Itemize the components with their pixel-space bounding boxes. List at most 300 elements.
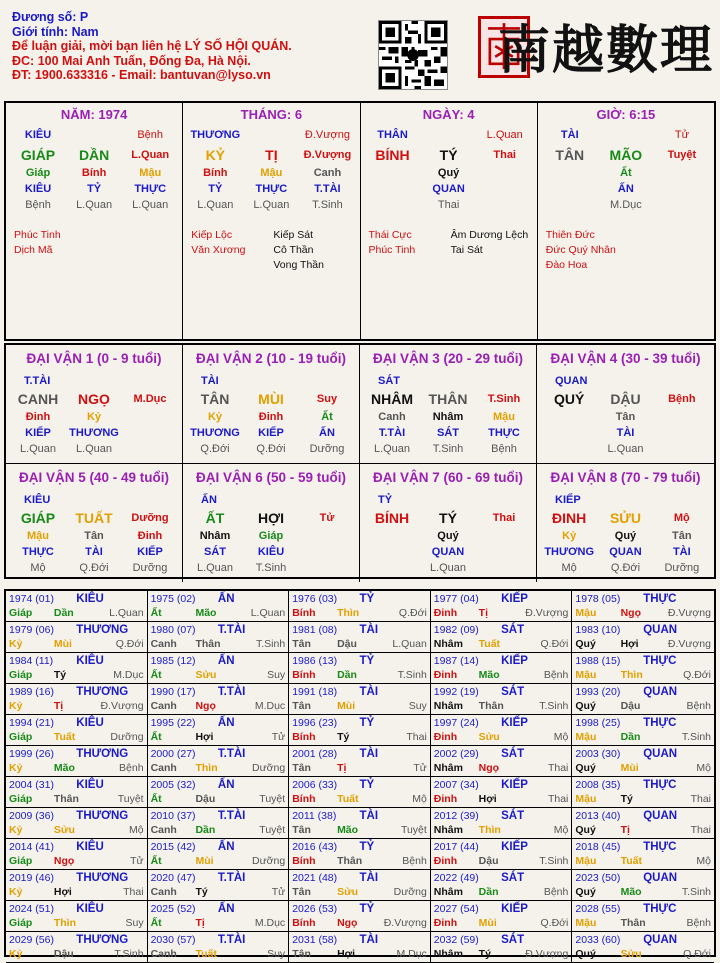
year-line-1 (151, 592, 286, 606)
hidden-god: KIÊU (257, 546, 285, 558)
year-label: 1975 (02) (150, 593, 196, 605)
hidden-god: KIÊU (24, 183, 52, 195)
year-stem: Canh (150, 762, 177, 774)
year-state: Tuyệt (259, 824, 286, 836)
hidden-stem: Nhâm (199, 530, 231, 542)
year-god: TỶ (359, 655, 375, 667)
year-label: 1991 (18) (292, 686, 338, 698)
year-branch: Thân (337, 855, 363, 867)
year-cell (431, 684, 573, 715)
hidden-state: Mộ (30, 562, 46, 574)
year-line-2 (151, 947, 286, 961)
hidden-god: TÀI (616, 427, 635, 439)
hidden-god: KIẾP (137, 546, 163, 558)
year-line-1 (151, 778, 286, 792)
hidden-god: THƯƠNG (190, 427, 240, 439)
year-state: Suy (125, 917, 144, 929)
heavenly-stem: CANH (17, 391, 59, 407)
hidden-stem: Đinh (137, 530, 163, 542)
god: THƯƠNG (190, 129, 241, 141)
year-label: 1978 (05) (575, 593, 621, 605)
dai-van-6 (183, 464, 360, 582)
god: TÀI (560, 129, 579, 141)
year-cell (289, 901, 431, 932)
god: KIÊU (24, 494, 51, 506)
year-cell (431, 839, 573, 870)
hidden-god: SÁT (204, 546, 226, 558)
god-row (365, 125, 533, 145)
hidden-god: THỰC (22, 546, 54, 558)
branch-state: Đ.Vượng (303, 149, 352, 161)
year-line-1 (575, 933, 711, 947)
year-line-2 (575, 823, 711, 837)
year-line-2 (434, 730, 569, 744)
year-line-2 (151, 885, 286, 899)
year-label: 2016 (43) (292, 841, 338, 853)
year-line-2 (434, 885, 569, 899)
star-name: Đức Quý Nhân (545, 244, 616, 256)
year-cell (6, 715, 148, 746)
year-state: T.Sinh (539, 855, 569, 867)
hidden-stem: Giáp (25, 167, 51, 179)
year-branch: Mão (620, 886, 642, 898)
hidden-stem: Đinh (25, 411, 51, 423)
year-line-2 (9, 730, 144, 744)
hidden-stems-row (365, 165, 533, 181)
year-stem: Tân (292, 700, 311, 712)
year-state: Suy (267, 669, 286, 681)
hidden-state: Mộ (561, 562, 577, 574)
stars-col-b (96, 228, 178, 258)
year-line-1 (575, 592, 711, 606)
god-row (542, 125, 710, 145)
year-branch: Mão (195, 607, 217, 619)
hidden-state: L.Quan (132, 199, 169, 211)
year-god: THỰC (643, 655, 677, 667)
year-label: 1990 (17) (150, 686, 196, 698)
year-branch: Mùi (195, 855, 214, 867)
year-line-1 (151, 654, 286, 668)
year-stem: Đinh (433, 855, 458, 867)
earthly-branch: MÙI (258, 391, 284, 407)
year-line-2 (292, 730, 427, 744)
hidden-gods-row (364, 425, 532, 441)
year-line-1 (434, 716, 569, 730)
year-line-1 (292, 809, 427, 823)
year-cell (148, 746, 290, 777)
star-name: Cô Thần (273, 244, 314, 256)
year-god: KIÊU (76, 841, 104, 853)
year-label: 1984 (11) (9, 655, 54, 667)
year-label: 2002 (29) (433, 748, 479, 760)
year-line-2 (292, 761, 427, 775)
year-label: 2015 (42) (150, 841, 196, 853)
year-god: SÁT (501, 748, 525, 760)
year-branch: Thìn (195, 762, 218, 774)
hidden-states-row (10, 197, 178, 213)
year-line-2 (151, 792, 286, 806)
star-name: Thái Cực (368, 229, 412, 241)
year-stem: Kỷ (9, 824, 23, 836)
earthly-branch: TUẤT (75, 510, 113, 526)
stem-branch-row (10, 389, 178, 409)
year-branch: Ngọ (337, 917, 358, 929)
year-god: SÁT (501, 872, 525, 884)
stem-branch-row (541, 389, 710, 409)
hidden-stem: Canh (378, 411, 406, 423)
year-state: Q.Đới (398, 607, 427, 619)
star-name: Văn Xương (191, 244, 246, 256)
heavenly-stem: GIÁP (20, 510, 56, 526)
year-god: THƯƠNG (76, 810, 129, 822)
year-branch: Mùi (620, 762, 639, 774)
year-line-2 (434, 947, 569, 961)
branch-state: T.Sinh (487, 393, 521, 405)
year-cell (431, 808, 573, 839)
year-stem: Tân (292, 638, 311, 650)
year-line-1 (434, 778, 569, 792)
year-branch: Hợi (53, 886, 72, 898)
year-line-1 (9, 871, 144, 885)
dai-van-title: ĐẠI VẬN 4 (30 - 39 tuổi) (550, 351, 701, 366)
hidden-state: Dưỡng (309, 443, 345, 455)
year-state: Dưỡng (393, 886, 427, 898)
year-god: KIÊU (76, 779, 104, 791)
year-stem: Kỷ (9, 886, 23, 898)
year-stem: Nhâm (433, 638, 463, 650)
hidden-stem: Ất (321, 411, 333, 423)
year-cell (289, 715, 431, 746)
hidden-stem: Kỷ (86, 411, 102, 423)
year-line-1 (9, 902, 144, 916)
year-god: KIÊU (76, 655, 104, 667)
year-god: KIẾP (501, 903, 528, 915)
year-line-1 (9, 840, 144, 854)
year-state: Bệnh (543, 886, 569, 898)
hidden-state: Dưỡng (664, 562, 700, 574)
year-line-2 (9, 947, 144, 961)
heavenly-stem: KỶ (205, 147, 226, 163)
year-stem: Ất (150, 607, 162, 619)
year-cell (289, 932, 431, 963)
year-line-2 (434, 823, 569, 837)
year-line-2 (9, 885, 144, 899)
hidden-god: TÀI (85, 546, 103, 558)
year-line-1 (151, 871, 286, 885)
year-label: 1977 (04) (433, 593, 479, 605)
year-stem: Quý (575, 700, 596, 712)
year-stem: Canh (150, 638, 177, 650)
hidden-states-row (10, 441, 178, 457)
stem-branch-row (187, 508, 355, 528)
year-branch: Tý (53, 669, 67, 681)
year-cell (148, 808, 290, 839)
year-line-2 (292, 637, 427, 651)
year-line-2 (9, 916, 144, 930)
year-stem: Canh (150, 824, 177, 836)
hidden-god: QUAN (432, 183, 465, 195)
year-label: 1999 (26) (9, 748, 54, 760)
year-line-1 (151, 933, 286, 947)
hidden-stem: Canh (313, 167, 342, 179)
god-row (364, 373, 532, 389)
year-god: TỶ (359, 841, 375, 853)
year-line-1 (151, 902, 286, 916)
year-god: ẤN (217, 903, 235, 915)
year-god: T.TÀI (217, 872, 246, 884)
logo-calligraphy: 南越數理 (498, 20, 715, 81)
star-name: Dịch Mã (14, 244, 53, 256)
year-stem: Mậu (575, 917, 597, 929)
hidden-state: L.Quan (197, 199, 234, 211)
year-label: 2013 (40) (575, 810, 621, 822)
year-cell (572, 777, 714, 808)
year-line-2 (151, 699, 286, 713)
year-branch: Tị (620, 824, 630, 836)
year-stem: Nhâm (433, 948, 463, 960)
hidden-gods-row (541, 425, 710, 441)
branch-state: Thai (493, 149, 516, 161)
heavenly-stem: TÂN (555, 147, 585, 163)
year-label: 2010 (37) (150, 810, 196, 822)
year-line-2 (292, 823, 427, 837)
year-stem: Tân (292, 948, 311, 960)
year-label: 2009 (36) (9, 810, 54, 822)
hidden-state: L.Quan (75, 443, 113, 455)
year-state: Đ.Vượng (525, 607, 569, 619)
year-stem: Kỷ (9, 762, 23, 774)
hidden-stems-row (364, 528, 532, 544)
year-god: KIẾP (501, 779, 528, 791)
year-label: 2000 (27) (150, 748, 196, 760)
year-state: Đ.Vượng (667, 607, 711, 619)
year-label: 2007 (34) (433, 779, 479, 791)
year-label: 1994 (21) (9, 717, 54, 729)
hidden-state: L.Quan (19, 443, 57, 455)
year-line-2 (292, 885, 427, 899)
year-line-1 (292, 747, 427, 761)
year-god: TÀI (359, 624, 379, 636)
year-line-1 (292, 654, 427, 668)
year-cell (6, 901, 148, 932)
year-stem: Mậu (575, 855, 597, 867)
hidden-stem: Tân (84, 530, 104, 542)
year-cell (148, 684, 290, 715)
hidden-stem: Đinh (258, 411, 284, 423)
year-branch: Tuất (53, 731, 76, 743)
year-line-2 (9, 637, 144, 651)
year-stem: Bính (292, 607, 316, 619)
year-label: 1974 (01) (9, 593, 54, 605)
year-label: 1993 (20) (575, 686, 621, 698)
year-stem: Đinh (433, 731, 458, 743)
year-line-2 (151, 854, 286, 868)
year-state: T.Sinh (397, 669, 427, 681)
year-state: Dưỡng (251, 855, 286, 867)
year-state: Q.Đới (540, 917, 569, 929)
year-line-2 (151, 668, 286, 682)
year-line-2 (292, 699, 427, 713)
year-line-2 (434, 668, 569, 682)
year-label: 2008 (35) (575, 779, 621, 791)
year-cell (289, 746, 431, 777)
year-branch: Tuất (195, 948, 217, 960)
year-cell (572, 746, 714, 777)
year-stem: Giáp (9, 731, 33, 743)
year-state: Mộ (128, 824, 144, 836)
year-state: Tử (413, 762, 427, 774)
hidden-gods-row (541, 544, 710, 560)
hidden-stem: Nhâm (432, 411, 464, 423)
year-branch: Tuất (337, 793, 359, 805)
hidden-state: Dưỡng (132, 562, 168, 574)
hidden-gods-row (364, 544, 532, 560)
year-state: Thai (406, 731, 427, 743)
hidden-god: TÀI (672, 546, 691, 558)
year-stem: Nhâm (433, 886, 463, 898)
year-god: SÁT (501, 934, 525, 946)
year-branch: Tị (478, 607, 488, 619)
year-state: Thai (690, 824, 711, 836)
year-cell (148, 777, 290, 808)
heavenly-stem: BÍNH (375, 147, 410, 163)
year-line-2 (575, 637, 711, 651)
hidden-stem: Quý (437, 167, 460, 179)
year-label: 2031 (58) (292, 934, 338, 946)
year-branch: Tý (337, 731, 350, 743)
god: QUAN (555, 375, 588, 387)
year-state: Tử (271, 731, 286, 743)
hidden-state: Q.Đới (79, 562, 109, 574)
year-state: Thai (547, 762, 569, 774)
god-row (541, 373, 710, 389)
hidden-state: T.Sinh (312, 199, 343, 211)
year-cell (431, 901, 573, 932)
heavenly-stem: NHÂM (371, 391, 413, 407)
hidden-state: L.Quan (76, 199, 113, 211)
stars-col-a (546, 228, 628, 273)
year-line-2 (292, 668, 427, 682)
year-stem: Tân (292, 824, 311, 836)
stem-branch-row (364, 389, 532, 409)
god-row (187, 373, 355, 389)
year-cell (572, 839, 714, 870)
year-stem: Ất (150, 731, 162, 743)
year-god: TỶ (359, 779, 375, 791)
hidden-god: THƯƠNG (544, 546, 594, 558)
year-label: 2025 (52) (150, 903, 196, 915)
gioi-tinh: Giới tính: Nam (12, 24, 99, 39)
star-name: Âm Dương Lệch (450, 229, 529, 241)
stem-branch-row (10, 508, 178, 528)
god-row (10, 125, 178, 145)
hidden-god: TỶ (87, 183, 102, 195)
logo (478, 8, 714, 84)
year-god: THƯƠNG (76, 686, 129, 698)
year-stem: Ất (150, 917, 162, 929)
year-state: Dưỡng (251, 762, 286, 774)
heavenly-stem: ĐINH (552, 510, 587, 526)
hidden-stem: Bính (203, 167, 228, 179)
year-god: TÀI (359, 872, 379, 884)
year-state: L.Quan (109, 607, 144, 619)
year-god: THỰC (643, 903, 677, 915)
year-state: Suy (267, 948, 286, 960)
year-line-1 (292, 840, 427, 854)
hidden-states-row (364, 441, 532, 457)
year-line-2 (9, 792, 144, 806)
year-state: T.Sinh (114, 948, 144, 960)
earthly-branch: HỢI (258, 510, 284, 526)
hidden-stem: Ất (620, 167, 632, 179)
hidden-gods-row (187, 544, 355, 560)
year-branch: Thìn (478, 824, 501, 836)
year-line-1 (434, 592, 569, 606)
year-cell (431, 591, 573, 622)
year-state: Bệnh (119, 762, 144, 774)
year-state: L.Quan (250, 607, 286, 619)
hidden-states-row (10, 560, 178, 576)
year-cell (289, 622, 431, 653)
hidden-gods-row (10, 425, 178, 441)
year-branch: Tý (195, 886, 208, 898)
year-state: Thai (690, 793, 711, 805)
year-branch: Thân (195, 638, 221, 650)
year-line-1 (292, 902, 427, 916)
year-line-2 (292, 854, 427, 868)
year-god: T.TÀI (217, 934, 246, 946)
dai-van-7 (360, 464, 537, 582)
year-stem: Quý (575, 638, 596, 650)
year-line-2 (434, 699, 569, 713)
hidden-states-row (541, 441, 710, 457)
stem-state: Tử (674, 129, 689, 141)
year-cell (431, 746, 573, 777)
stem-state: Bệnh (137, 129, 164, 141)
year-stem: Giáp (9, 793, 33, 805)
year-stem: Giáp (9, 669, 33, 681)
year-cell (289, 653, 431, 684)
year-branch: Dậu (620, 700, 641, 712)
year-cell (6, 684, 148, 715)
hidden-state: L.Quan (429, 562, 467, 574)
year-line-2 (434, 854, 569, 868)
hidden-state: Q.Đới (610, 562, 641, 574)
pillar-title: GIỜ: 6:15 (596, 107, 656, 122)
year-line-1 (151, 809, 286, 823)
annual-table (4, 589, 716, 960)
stem-branch-row (187, 145, 355, 165)
year-label: 2005 (32) (150, 779, 196, 791)
hidden-stem: Quý (614, 530, 637, 542)
stem-branch-row (365, 145, 533, 165)
year-line-2 (575, 792, 711, 806)
dai-van-title: ĐẠI VẬN 3 (20 - 29 tuổi) (372, 351, 524, 366)
year-state: Đ.Vượng (667, 638, 711, 650)
year-stem: Đinh (433, 607, 458, 619)
dai-van-5 (6, 464, 183, 582)
year-line-2 (575, 699, 711, 713)
hidden-gods-row (10, 181, 178, 197)
year-god: THỰC (643, 841, 677, 853)
year-line-2 (434, 792, 569, 806)
year-state: M.Dục (254, 917, 286, 929)
year-cell (289, 591, 431, 622)
year-stem: Bính (292, 793, 316, 805)
year-line-1 (434, 654, 569, 668)
year-cell (148, 870, 290, 901)
year-branch: Mão (53, 762, 75, 774)
